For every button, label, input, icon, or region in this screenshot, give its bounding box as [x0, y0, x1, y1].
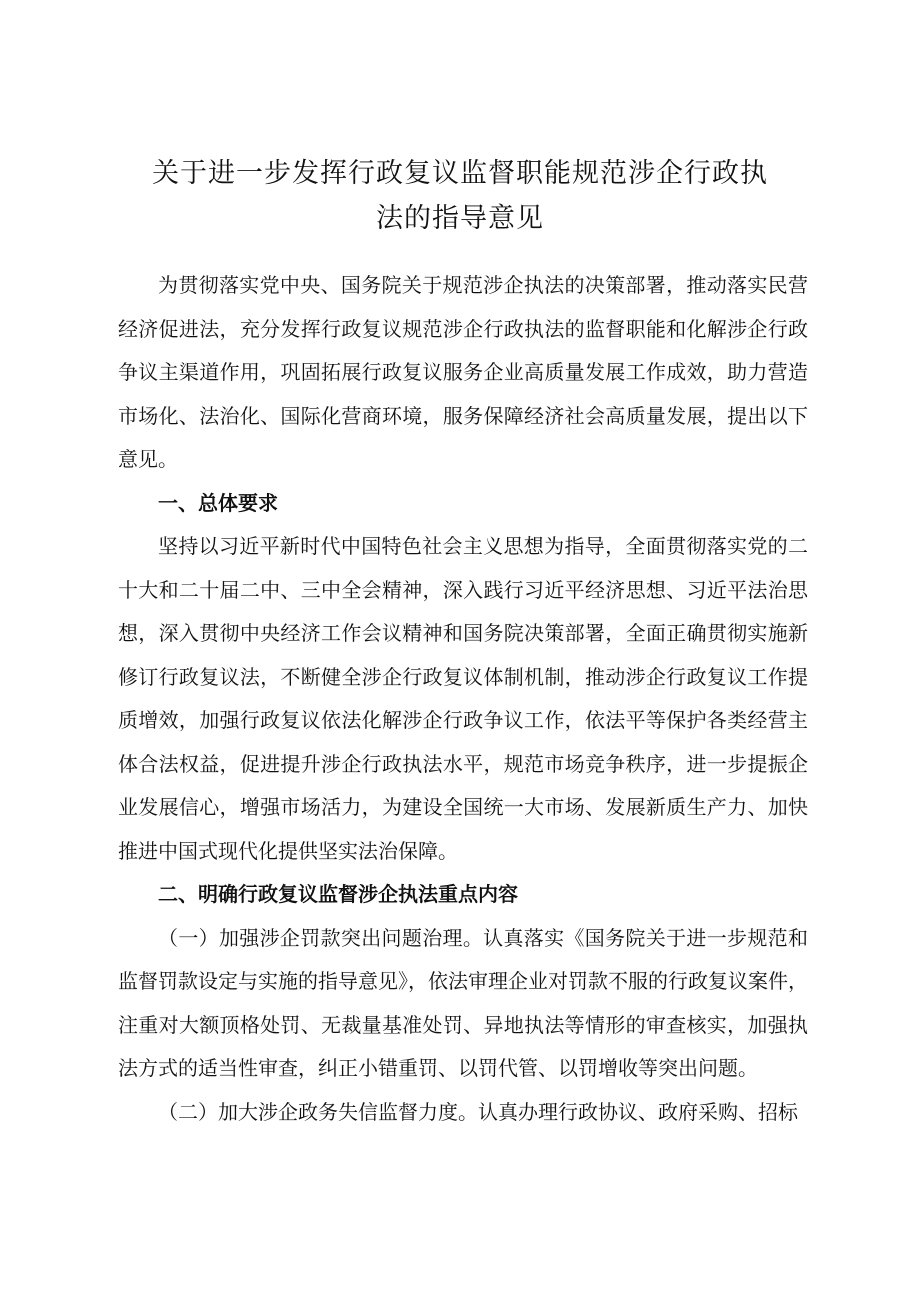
section-1-heading: 一、总体要求 [158, 490, 278, 515]
document-title-line-1: 关于进一步发挥行政复议监督职能规范涉企行政执 [152, 158, 768, 189]
document-title-line-2: 法的指导意见 [376, 203, 544, 234]
section-1-paragraph: 坚持以习近平新时代中国特色社会主义思想为指导，全面贯彻落实党的二十大和二十届二中、三中全会精神，深入践行习近平经济思想、习近平法治思想，深入贯彻中央经济工作会议精神和国务院决策部署，全面正确贯彻实施新修订行政复议法，不断健全涉企行政复议体制机制，推动涉企行政复议工作提质增效，加强行政复议依法化解涉企行政争议工作，依法平等保护各类经营主体合法权益，促进提升涉企行政执法水平，规范市场竞争秩序，进一步提振企业发展信心，增强市场活力，为建设全国统一大市场、发展新质生产力、加快推进中国式现代化提供坚实法治保障。 [118, 534, 808, 863]
intro-paragraph: 为贯彻落实党中央、国务院关于规范涉企执法的决策部署，推动落实民营经济促进法，充分发挥行政复议规范涉企行政执法的监督职能和化解涉企行政争议主渠道作用，巩固拓展行政复议服务企业高质量发展工作成效，助力营造市场化、法治化、国际化营商环境，服务保障经济社会高质量发展，提出以下意见。 [118, 273, 808, 471]
section-2-heading: 二、明确行政复议监督涉企执法重点内容 [158, 882, 518, 906]
document-body [118, 264, 808, 1134]
section-2-item-2: （二）加大涉企政务失信监督力度。认真办理行政协议、政府采购、招标 [158, 1099, 798, 1124]
section-2-item-1: （一）加强涉企罚款突出问题治理。认真落实《国务院关于进一步规范和监督罚款设定与实施的指导意见》，依法审理企业对罚款不服的行政复议案件，注重对大额顶格处罚、无裁量基准处罚、异地执法等情形的审查核实，加强执法方式的适当性审查，纠正小错重罚、以罚代管、以罚增收等突出问题。 [118, 925, 808, 1080]
